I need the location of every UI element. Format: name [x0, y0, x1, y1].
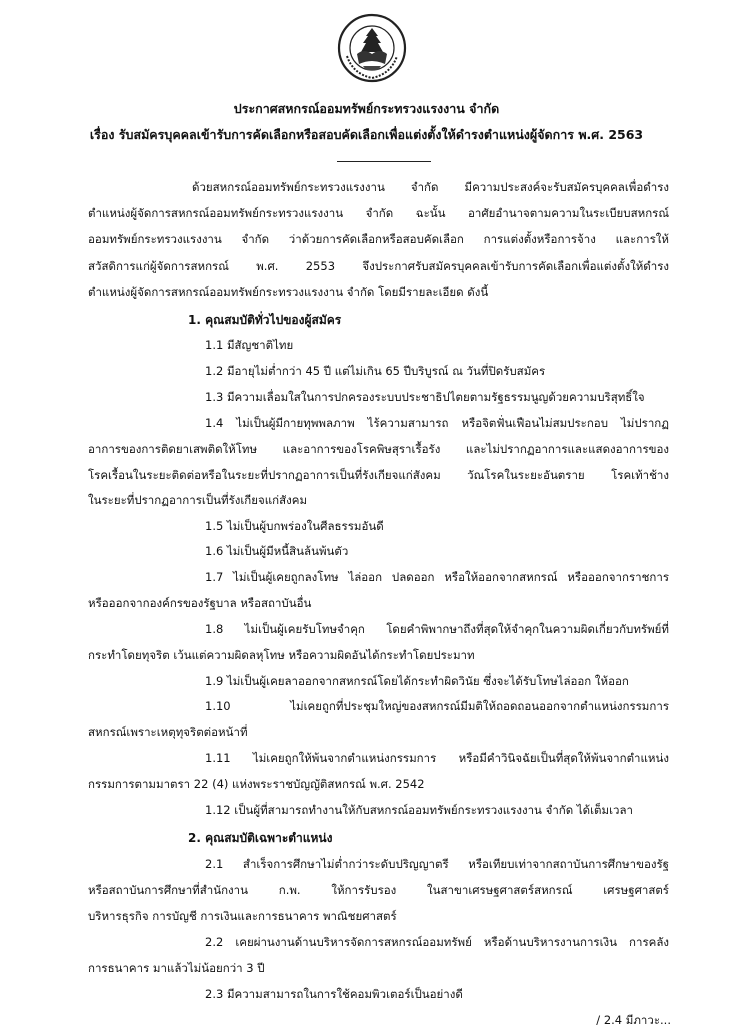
qualification-item-continued: หรือสถาบันการศึกษาที่สำนักงาน ก.พ. ให้การรับรอง ในสาขาเศรษฐศาสตร์สหกรณ์ เศรษฐศาสตร์ — [88, 883, 669, 897]
intro-line: ตำแหน่งผู้จัดการสหกรณ์ออมทรัพย์กระทรวงแรงงาน จำกัด โดยมีรายละเอียด ดังนี้ — [88, 285, 489, 299]
qualification-item: 1.6 ไม่เป็นผู้มีหนี้สินล้นพ้นตัว — [205, 544, 349, 558]
qualification-item: 1.3 มีความเลื่อมใสในการปกครองระบบประชาธิปไตยตามรัฐธรรมนูญด้วยความบริสุทธิ์ใจ — [205, 390, 645, 404]
qualification-item: 1.8 ไม่เป็นผู้เคยรับโทษจำคุก โดยคำพิพากษาถึงที่สุดให้จำคุกในความผิดเกี่ยวกับทรัพย์ที่ — [205, 622, 669, 636]
qualification-item: 1.12 เป็นผู้ที่สามารถทำงานให้กับสหกรณ์ออมทรัพย์กระทรวงแรงงาน จำกัด ได้เต็มเวลา — [205, 803, 633, 817]
qualification-item: 1.5 ไม่เป็นผู้บกพร่องในศีลธรรมอันดี — [205, 519, 384, 533]
qualification-item-continued: การธนาคาร มาแล้วไม่น้อยกว่า 3 ปี — [88, 961, 265, 975]
qualification-item: 2.2 เคยผ่านงานด้านบริหารจัดการสหกรณ์ออมทรัพย์ หรือด้านบริหารงานการเงิน การคลัง — [205, 935, 669, 949]
cooperative-seal-logo — [337, 12, 407, 86]
qualification-item: 1.7 ไม่เป็นผู้เคยถูกลงโทษ ไล่ออก ปลดออก หรือให้ออกจากสหกรณ์ หรือออกจากราชการ — [205, 570, 669, 584]
qualification-item: 1.10 ไม่เคยถูกที่ประชุมใหญ่ของสหกรณ์มีมติให้ถอดถอนออกจากตำแหน่งกรรมการ — [205, 699, 669, 713]
qualification-item-continued: อาการของการติดยาเสพติดให้โทษ และอาการของโรคพิษสุราเรื้อรัง และไม่ปรากฏอาการและแสดงอาการของ — [88, 442, 669, 456]
qualification-item-continued: กรรมการตามมาตรา 22 (4) แห่งพระราชบัญญัติสหกรณ์ พ.ศ. 2542 — [88, 777, 425, 791]
intro-line: สวัสดิการแก่ผู้จัดการสหกรณ์ พ.ศ. 2553 จึงประกาศรับสมัครบุคคลเข้ารับการคัดเลือกเพื่อแต่งตั้งให้ดำรง — [88, 259, 669, 273]
qualification-item-continued: โรคเรื้อนในระยะติดต่อหรือในระยะที่ปรากฏอาการเป็นที่รังเกียจแก่สังคม วัณโรคในระยะอันตราย โรคเท้าช้าง — [88, 468, 669, 482]
qualification-item-continued: ในระยะที่ปรากฏอาการเป็นที่รังเกียจแก่สังคม — [88, 493, 308, 507]
section-heading: 2. คุณสมบัติเฉพาะตำแหน่ง — [188, 831, 333, 845]
qualification-item-continued: กระทำโดยทุจริต เว้นแต่ความผิดลหุโทษ หรือความผิดอันได้กระทำโดยประมาท — [88, 648, 475, 662]
qualification-item-continued: บริหารธุรกิจ การบัญชี การเงินและการธนาคาร พาณิชยศาสตร์ — [88, 909, 397, 923]
qualification-item: 1.1 มีสัญชาติไทย — [205, 338, 294, 352]
qualification-item-continued: สหกรณ์เพราะเหตุทุจริตต่อหน้าที่ — [88, 725, 248, 739]
qualification-item: 1.11 ไม่เคยถูกให้พ้นจากตำแหน่งกรรมการ หรือมีคำวินิจฉัยเป็นที่สุดให้พ้นจากตำแหน่ง — [205, 751, 669, 765]
qualification-item: 1.2 มีอายุไม่ต่ำกว่า 45 ปี แต่ไม่เกิน 65 ปีบริบูรณ์ ณ วันที่ปิดรับสมัคร — [205, 364, 546, 378]
announcement-title: ประกาศสหกรณ์ออมทรัพย์กระทรวงแรงงาน จำกัด — [233, 101, 500, 116]
intro-line: ออมทรัพย์กระทรวงแรงงาน จำกัด ว่าด้วยการคัดเลือกหรือสอบคัดเลือก การแต่งตั้งหรือการจ้าง และการให้ — [88, 232, 669, 246]
page-continuation-note: / 2.4 มีภาวะ... — [596, 1013, 671, 1027]
qualification-item: 2.3 มีความสามารถในการใช้คอมพิวเตอร์เป็นอย่างดี — [205, 987, 463, 1001]
announcement-subject: เรื่อง รับสมัครบุคคลเข้ารับการคัดเลือกหรือสอบคัดเลือกเพื่อแต่งตั้งให้ดำรงตำแหน่งผู้จัดการ พ.ศ. 2563 — [89, 127, 644, 142]
intro-line: ตำแหน่งผู้จัดการสหกรณ์ออมทรัพย์กระทรวงแรงงาน จำกัด ฉะนั้น อาศัยอำนาจตามความในระเบียบสหกรณ์ — [88, 206, 669, 220]
intro-line: ด้วยสหกรณ์ออมทรัพย์กระทรวงแรงงาน จำกัด มีความประสงค์จะรับสมัครบุคคลเพื่อดำรง — [192, 180, 669, 194]
qualification-item: 1.4 ไม่เป็นผู้มีกายทุพพลภาพ ไร้ความสามารถ หรือจิตฟั่นเฟือนไม่สมประกอบ ไม่ปรากฏ — [205, 416, 669, 430]
qualification-item-continued: หรือออกจากองค์กรของรัฐบาล หรือสถาบันอื่น — [88, 596, 312, 610]
qualification-item: 2.1 สำเร็จการศึกษาไม่ต่ำกว่าระดับปริญญาตรี หรือเทียบเท่าจากสถาบันการศึกษาของรัฐ — [205, 857, 669, 871]
title-divider — [337, 161, 431, 162]
section-heading: 1. คุณสมบัติทั่วไปของผู้สมัคร — [188, 313, 342, 327]
qualification-item: 1.9 ไม่เป็นผู้เคยลาออกจากสหกรณ์โดยได้กระทำผิดวินัย ซึ่งจะได้รับโทษไล่ออก ให้ออก — [205, 674, 629, 688]
